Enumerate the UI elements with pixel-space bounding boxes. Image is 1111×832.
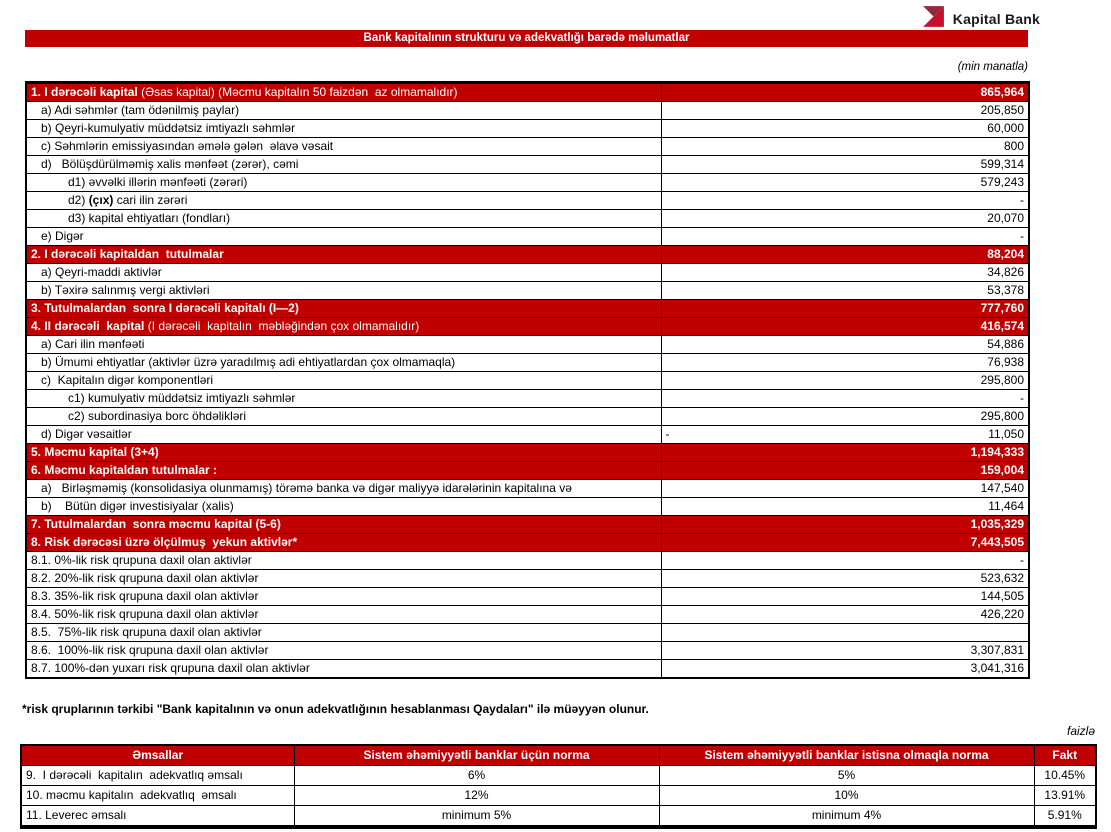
table-row: [26, 426, 1029, 444]
ratios-column-header: Sistem əhəmiyyətli banklar üçün norma: [294, 745, 659, 766]
table-row: [26, 462, 1029, 480]
table-row: [26, 83, 1029, 102]
row-value: [661, 318, 1029, 336]
row-label-part: 3. Tutulmalardan sonra I dərəcəli kapitalı (I—2): [31, 301, 299, 315]
row-label: [26, 264, 661, 282]
value-text: -: [1020, 553, 1024, 567]
value-text: -: [1020, 193, 1024, 207]
ratio-value: 6%: [294, 766, 659, 786]
row-label-part: cari ilin zərəri: [113, 193, 188, 207]
value-text: 34,826: [987, 265, 1024, 279]
row-label-part: b) Təxirə salınmış vergi aktivləri: [41, 283, 210, 297]
table-row: [26, 120, 1029, 138]
row-label-part: 8. Risk dərəcəsi üzrə ölçülmuş yekun aktivlər*: [31, 535, 298, 549]
row-label: [26, 138, 661, 156]
ratios-header-row: [21, 745, 1096, 766]
table-row: [26, 228, 1029, 246]
percent-unit-note: faizlə: [1066, 724, 1095, 738]
row-label: [26, 102, 661, 120]
ratios-table-row: [21, 786, 1096, 806]
row-label: [26, 300, 661, 318]
row-label-part: d3) kapital ehtiyatları (fondları): [68, 211, 231, 225]
row-label-part: 8.4. 50%-lik risk qrupuna daxil olan aktivlər: [31, 607, 259, 621]
ratio-value: minimum 4%: [659, 806, 1034, 828]
row-value: [661, 462, 1029, 480]
row-value: [661, 336, 1029, 354]
value-text: 205,850: [980, 103, 1024, 117]
ratio-name: 10. məcmu kapitalın adekvatlıq əmsalı: [21, 786, 294, 806]
row-label-part: b) Ümumi ehtiyatlar (aktivlər üzrə yaradılmış adi ehtiyatlardan çox olmamaqla): [41, 355, 456, 369]
value-text: 800: [1003, 139, 1024, 153]
row-label-part: d1) əvvəlki illərin mənfəəti (zərəri): [68, 175, 248, 189]
value-text: 3,041,316: [970, 661, 1024, 675]
row-value: [661, 156, 1029, 174]
row-label-part: 8.2. 20%-lik risk qrupuna daxil olan aktivlər: [31, 571, 259, 585]
row-value: [661, 83, 1029, 102]
row-label-part: c2) subordinasiya borc öhdəlikləri: [68, 409, 247, 423]
row-label: [26, 192, 661, 210]
row-label: [26, 336, 661, 354]
row-value: [661, 624, 1029, 642]
row-value: [661, 102, 1029, 120]
row-value: [661, 498, 1029, 516]
value-text: 11,050: [988, 427, 1024, 441]
row-label: [26, 408, 661, 426]
value-text: 7,443,505: [970, 535, 1024, 549]
row-label-part: c1) kumulyativ müddətsiz imtiyazlı səhmlər: [68, 391, 296, 405]
row-value: [661, 120, 1029, 138]
ratios-table-row: [21, 806, 1096, 828]
table-row: [26, 282, 1029, 300]
table-row: [26, 498, 1029, 516]
row-label-part: 8.6. 100%-lik risk qrupuna daxil olan aktivlər: [31, 643, 269, 657]
value-text: 159,004: [980, 463, 1024, 477]
ratios-column-header: Əmsallar: [21, 745, 294, 766]
row-label-part: (I dərəcəli kapitalın məbləğindən çox olmamalıdır): [144, 319, 420, 333]
value-text: 3,307,831: [970, 643, 1024, 657]
value-text: 53,378: [987, 283, 1024, 297]
row-value: [661, 228, 1029, 246]
row-label: [26, 462, 661, 480]
row-label-part: 8.7. 100%-dən yuxarı risk qrupuna daxil olan aktivlər: [31, 661, 310, 675]
value-text: 426,220: [980, 607, 1024, 621]
row-label-part: d2): [68, 193, 89, 207]
logo-text: Kapital Bank: [952, 11, 1040, 27]
row-label-part: b) Bütün digər investisiyalar (xalis): [41, 499, 234, 513]
risk-groups-footnote: *risk qruplarının tərkibi "Bank kapitalının və onun adekvatlığının hesablanması Qaydaları" ilə müəyyən olunur.: [22, 702, 649, 716]
row-label: [26, 570, 661, 588]
row-value: [661, 534, 1029, 552]
row-label-part: c) Kapitalın digər komponentləri: [41, 373, 214, 387]
row-value: [661, 192, 1029, 210]
row-label-part: (Əsas kapital) (Məcmu kapitalın 50 faizdən az olmamalıdır): [137, 85, 458, 99]
ratio-value: 5.91%: [1034, 806, 1096, 828]
row-label-part: a) Cari ilin mənfəəti: [41, 337, 145, 351]
row-label-part: 2. I dərəcəli kapitaldan tutulmalar: [31, 247, 224, 261]
row-value: [661, 588, 1029, 606]
table-row: [26, 246, 1029, 264]
value-text: 11,464: [988, 499, 1024, 513]
row-value: [661, 282, 1029, 300]
value-left-dash: -: [665, 427, 670, 441]
ratios-column-header: Sistem əhəmiyyətli banklar istisna olmaqla norma: [659, 745, 1034, 766]
row-value: [661, 516, 1029, 534]
row-value: [661, 426, 1029, 444]
row-label: [26, 606, 661, 624]
table-row: [26, 552, 1029, 570]
value-text: 579,243: [980, 175, 1024, 189]
table-row: [26, 606, 1029, 624]
table-row: [26, 192, 1029, 210]
row-label-part: 7. Tutulmalardan sonra məcmu kapital (5-6): [31, 517, 281, 531]
value-text: 76,938: [987, 355, 1024, 369]
row-label-part: 1. I dərəcəli kapital: [31, 85, 138, 99]
row-value: [661, 372, 1029, 390]
ratio-value: 13.91%: [1034, 786, 1096, 806]
row-label: [26, 498, 661, 516]
row-label: [26, 156, 661, 174]
table-row: [26, 156, 1029, 174]
row-label-part: 5. Məcmu kapital (3+4): [31, 445, 159, 459]
row-label-part: d) Digər vəsaitlər: [41, 427, 132, 441]
row-label: [26, 624, 661, 642]
row-label: [26, 588, 661, 606]
value-text: 147,540: [980, 481, 1024, 495]
row-label-part: 4. II dərəcəli kapital: [31, 319, 145, 333]
row-label: [26, 83, 661, 102]
table-row: [26, 588, 1029, 606]
table-row: [26, 372, 1029, 390]
table-row: [26, 570, 1029, 588]
value-text: 1,035,329: [970, 517, 1024, 531]
value-text: 295,800: [980, 373, 1024, 387]
row-label-part: c) Səhmlərin emissiyasından əmələ gələn əlavə vəsait: [41, 139, 334, 153]
value-text: 295,800: [980, 409, 1024, 423]
table-row: [26, 516, 1029, 534]
table-row: [26, 138, 1029, 156]
table-row: [26, 642, 1029, 660]
row-label: [26, 210, 661, 228]
table-row: [26, 102, 1029, 120]
ratio-value: 12%: [294, 786, 659, 806]
row-label: [26, 372, 661, 390]
row-value: [661, 210, 1029, 228]
capital-table-body: [26, 83, 1029, 679]
table-row: [26, 624, 1029, 642]
report-title-banner: Bank kapitalının strukturu və adekvatlığı barədə məlumatlar: [25, 30, 1028, 47]
row-value: [661, 174, 1029, 192]
row-label: [26, 354, 661, 372]
table-row: [26, 534, 1029, 552]
row-label-part: b) Qeyri-kumulyativ müddətsiz imtiyazlı səhmlər: [41, 121, 296, 135]
capital-structure-table: [25, 81, 1030, 679]
ratio-value: 10%: [659, 786, 1034, 806]
row-value: [661, 660, 1029, 679]
row-label-part: a) Adi səhmlər (tam ödənilmiş paylar): [41, 103, 240, 117]
value-text: 416,574: [980, 319, 1024, 333]
row-value: [661, 264, 1029, 282]
table-row: [26, 174, 1029, 192]
value-text: 60,000: [987, 121, 1024, 135]
row-label-part: 6. Məcmu kapitaldan tutulmalar :: [31, 463, 218, 477]
row-label: [26, 516, 661, 534]
table-row: [26, 264, 1029, 282]
row-label-part: a) Birləşməmiş (konsolidasiya olunmamış) törəmə banka və digər maliyyə idarələrinin kapitalına və: [41, 481, 572, 495]
value-text: -: [1020, 391, 1024, 405]
value-text: 599,314: [980, 157, 1024, 171]
row-value: [661, 354, 1029, 372]
row-value: [661, 300, 1029, 318]
table-row: [26, 408, 1029, 426]
row-label: [26, 534, 661, 552]
ratios-table-row: [21, 766, 1096, 786]
row-label: [26, 660, 661, 679]
value-text: -: [1020, 229, 1024, 243]
ratio-value: 5%: [659, 766, 1034, 786]
ratio-value: minimum 5%: [294, 806, 659, 828]
row-label: [26, 174, 661, 192]
row-label: [26, 228, 661, 246]
row-label-part: 8.1. 0%-lik risk qrupuna daxil olan aktivlər: [31, 553, 252, 567]
table-row: [26, 444, 1029, 462]
table-row: [26, 318, 1029, 336]
row-value: [661, 552, 1029, 570]
row-label-part: a) Qeyri-maddi aktivlər: [41, 265, 162, 279]
row-label-part: 8.5. 75%-lik risk qrupuna daxil olan aktivlər: [31, 625, 262, 639]
table-row: [26, 300, 1029, 318]
row-label: [26, 120, 661, 138]
value-text: 523,632: [980, 571, 1024, 585]
row-label: [26, 444, 661, 462]
value-text: 54,886: [987, 337, 1024, 351]
table-row: [26, 660, 1029, 679]
row-value: [661, 570, 1029, 588]
row-label: [26, 480, 661, 498]
value-text: 777,760: [980, 301, 1024, 315]
row-value: [661, 444, 1029, 462]
table-row: [26, 354, 1029, 372]
row-label-part: e) Digər: [41, 229, 84, 243]
ratio-name: 11. Leverec əmsalı: [21, 806, 294, 828]
row-value: [661, 246, 1029, 264]
row-label-part: (çıx): [88, 193, 114, 207]
table-row: [26, 210, 1029, 228]
row-value: [661, 408, 1029, 426]
value-text: 865,964: [980, 85, 1024, 99]
row-label: [26, 642, 661, 660]
row-label: [26, 552, 661, 570]
unit-note: (min manatla): [957, 61, 1028, 73]
row-value: [661, 480, 1029, 498]
value-text: 1,194,333: [970, 445, 1024, 459]
value-text: 20,070: [987, 211, 1024, 225]
table-row: [26, 336, 1029, 354]
row-value: [661, 606, 1029, 624]
row-label: [26, 390, 661, 408]
row-label-part: 8.3. 35%-lik risk qrupuna daxil olan aktivlər: [31, 589, 259, 603]
row-label: [26, 246, 661, 264]
table-row: [26, 390, 1029, 408]
value-text: 144,505: [980, 589, 1024, 603]
row-label: [26, 282, 661, 300]
row-value: [661, 642, 1029, 660]
adequacy-ratios-table: [20, 744, 1097, 829]
row-value: [661, 138, 1029, 156]
ratios-table-body: [21, 766, 1096, 828]
table-row: [26, 480, 1029, 498]
ratios-column-header: Fakt: [1034, 745, 1096, 766]
row-value: [661, 390, 1029, 408]
value-text: 88,204: [987, 247, 1024, 261]
ratio-name: 9. I dərəcəli kapitalın adekvatlıq əmsalı: [21, 766, 294, 786]
row-label-part: d) Bölüşdürülməmiş xalis mənfəət (zərər), cəmi: [41, 157, 299, 171]
ratio-value: 10.45%: [1034, 766, 1096, 786]
row-label: [26, 318, 661, 336]
row-label: [26, 426, 661, 444]
